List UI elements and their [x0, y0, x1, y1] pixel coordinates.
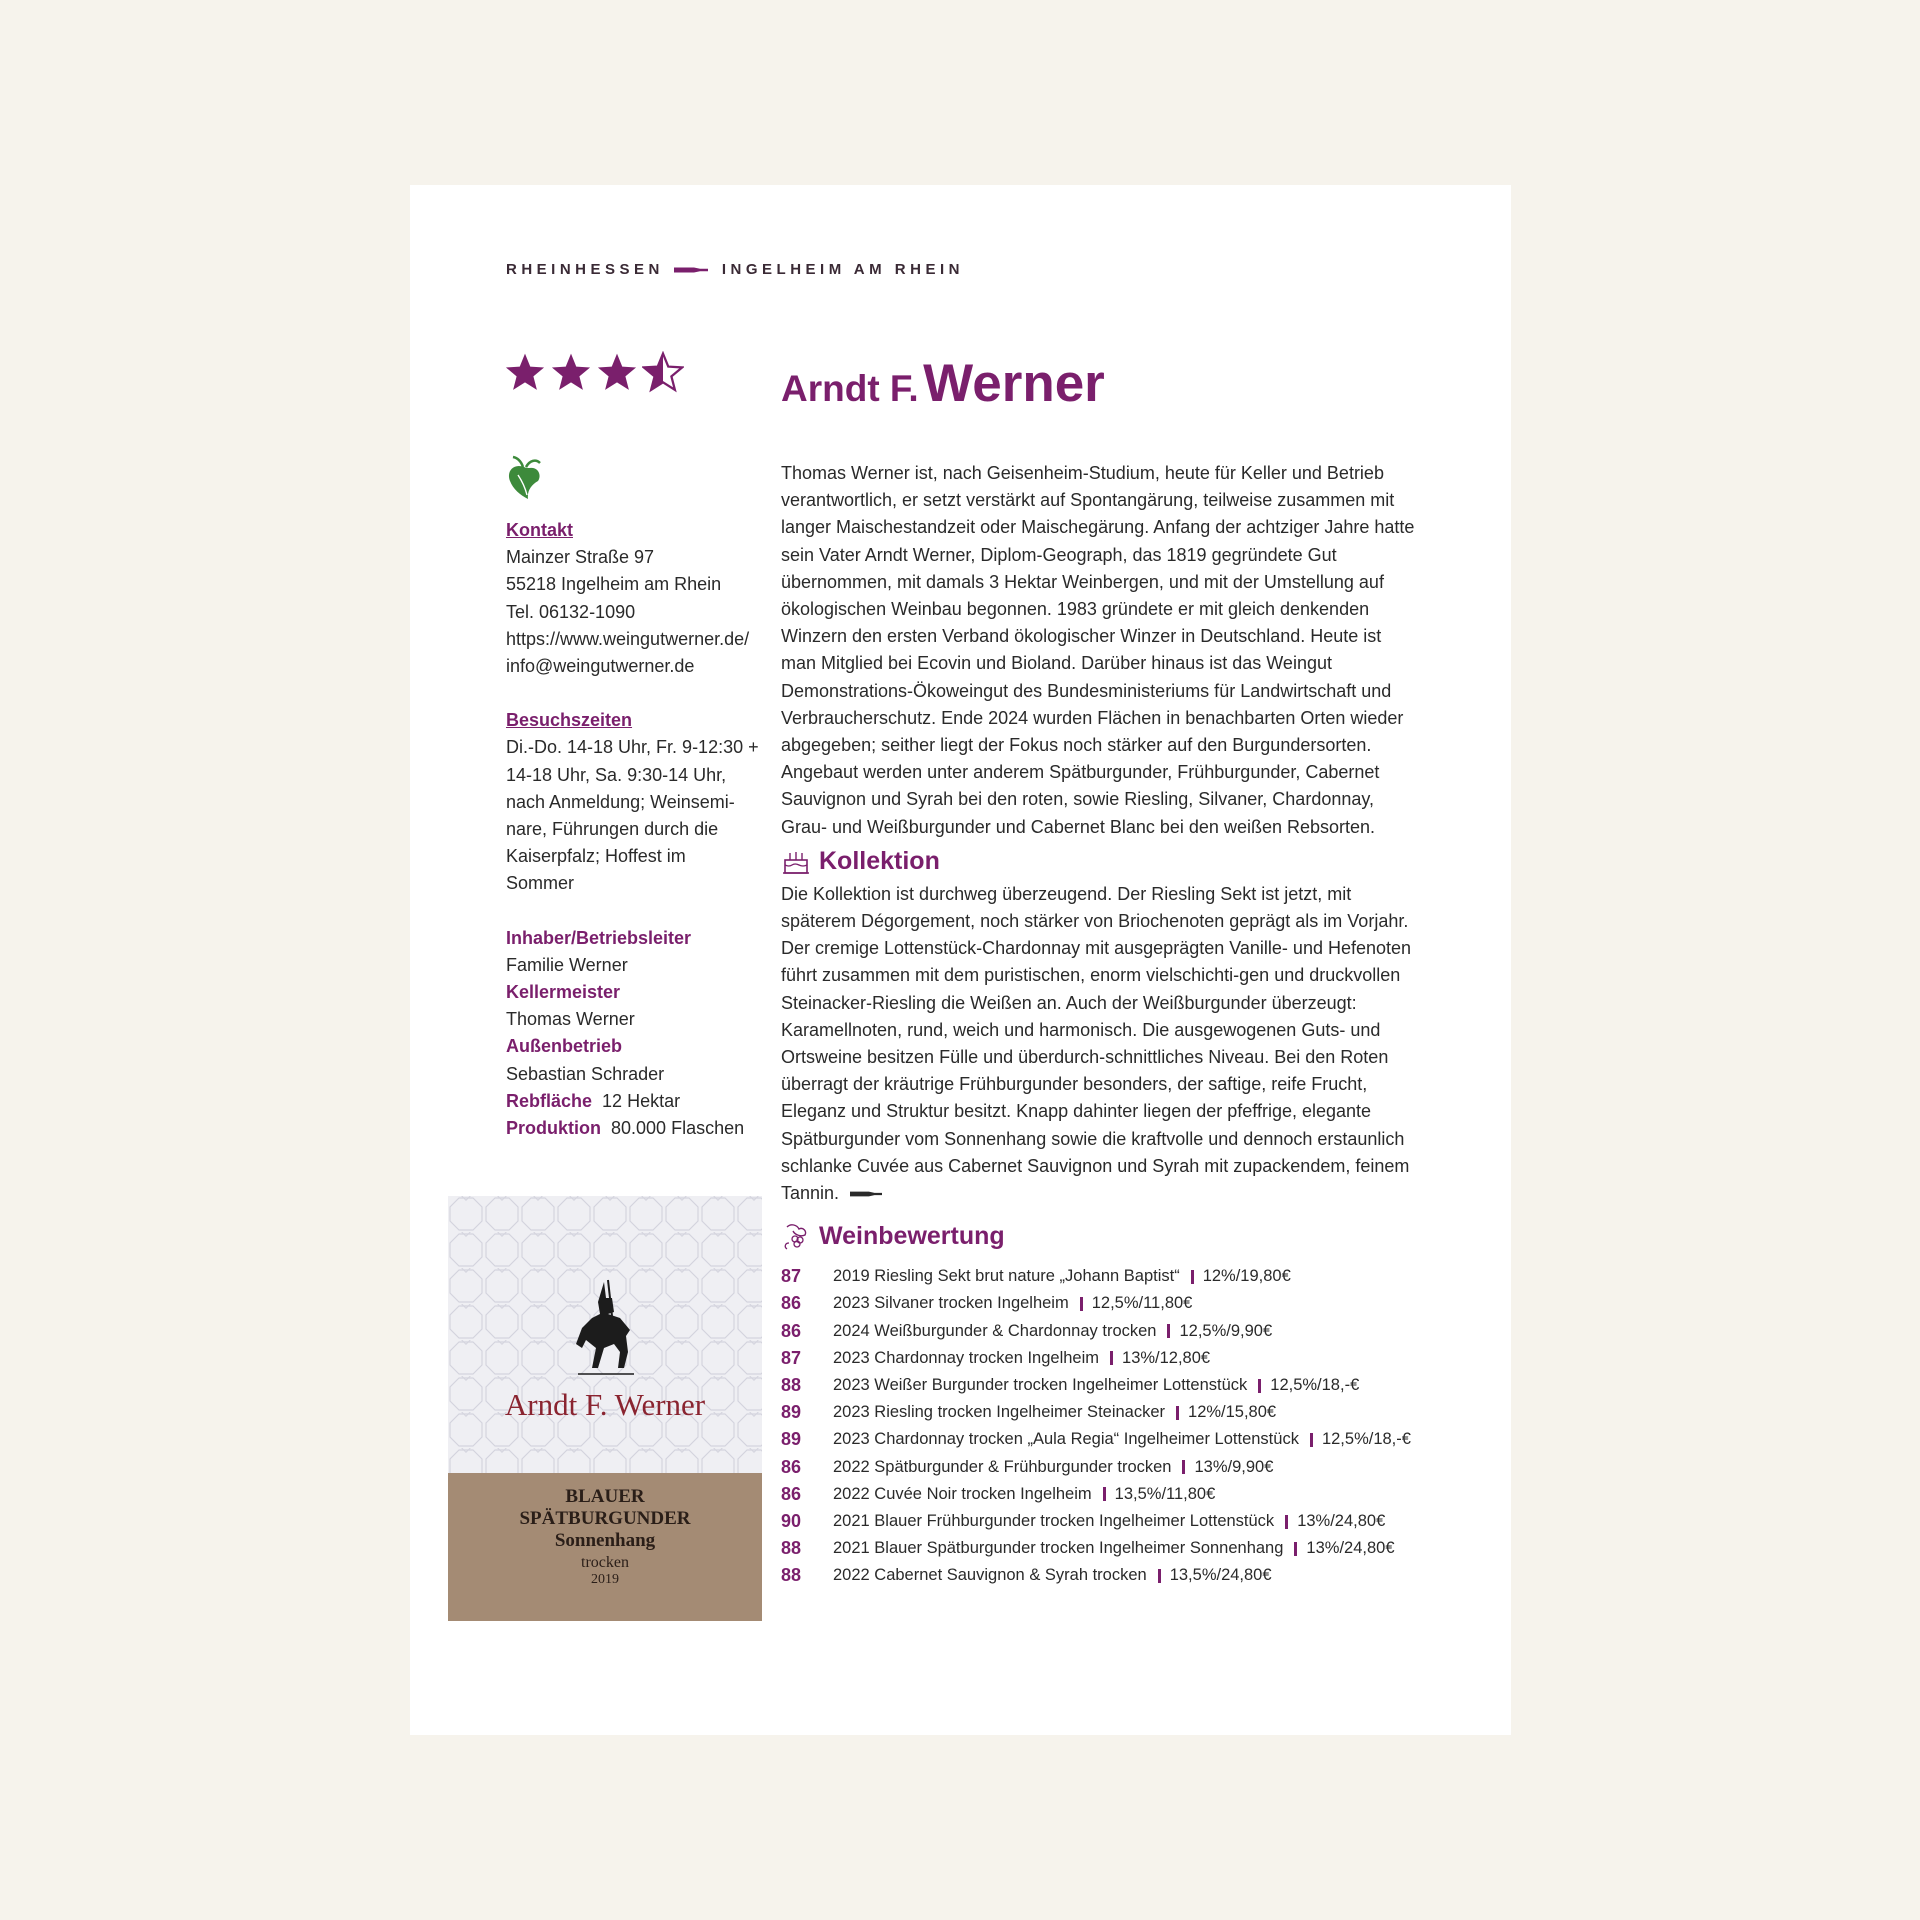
rating-separator	[1285, 1515, 1288, 1529]
star-rating	[504, 351, 684, 393]
rating-wine: 2023 Riesling trocken Ingelheimer Steinacker	[833, 1403, 1166, 1422]
rating-wine: 2019 Riesling Sekt brut nature „Johann Baptist“	[833, 1267, 1180, 1286]
label-pattern	[448, 1196, 762, 1473]
label-line5: 2019	[591, 1572, 619, 1587]
rating-wine: 2021 Blauer Spätburgunder trocken Ingelheimer Sonnenhang	[833, 1539, 1284, 1558]
rating-row	[781, 1426, 1421, 1453]
leaf-icon	[504, 455, 544, 501]
rating-info: 12,5%/9,90€	[1179, 1321, 1273, 1340]
area-value: 12 Hektar	[602, 1090, 681, 1111]
rating-separator	[1258, 1379, 1261, 1393]
rating-info: 13,5%/24,80€	[1169, 1566, 1272, 1585]
label-brand: Arndt F. Werner	[504, 1387, 706, 1422]
production-value: 80.000 Flaschen	[611, 1118, 745, 1139]
rating-info: 13,5%/11,80€	[1114, 1484, 1216, 1503]
rating-row	[781, 1481, 1421, 1508]
cellar-value: Thomas Werner	[506, 1009, 635, 1030]
star-icon	[504, 351, 546, 393]
visits-heading: Besuchszeiten	[506, 710, 633, 731]
rating-separator	[1103, 1487, 1106, 1501]
rating-separator	[1182, 1460, 1185, 1474]
rating-separator	[1167, 1324, 1170, 1338]
star-icon	[550, 351, 592, 393]
rating-score: 88	[781, 1375, 802, 1396]
address-city: 55218 Ingelheim am Rhein	[506, 574, 722, 595]
rating-separator	[1310, 1433, 1313, 1447]
wine-label-image	[448, 1196, 762, 1621]
rating-wine: 2022 Cabernet Sauvignon & Syrah trocken	[833, 1566, 1147, 1585]
rating-separator	[1176, 1406, 1179, 1420]
collection-heading	[781, 843, 1421, 881]
rating-score: 88	[781, 1565, 802, 1586]
title-first: Arndt F.	[781, 368, 919, 409]
rating-row	[781, 1399, 1421, 1426]
grape-icon	[781, 1221, 811, 1251]
rating-info: 13%/24,80€	[1306, 1539, 1395, 1558]
address-street: Mainzer Straße 97	[506, 547, 655, 568]
label-line2: SPÄTBURGUNDER	[519, 1508, 691, 1529]
cake-icon	[781, 847, 811, 877]
rating-separator	[1110, 1351, 1113, 1365]
rating-score: 90	[781, 1510, 802, 1531]
field-value: Sebastian Schrader	[506, 1063, 665, 1084]
label-line4: trocken	[581, 1554, 629, 1571]
rating-info: 13%/9,90€	[1194, 1457, 1274, 1476]
breadcrumb-town: INGELHEIM AM RHEIN	[721, 261, 964, 278]
intro-text: Thomas Werner ist, nach Geisenheim-Studium, heute für Keller und Betrieb verantwortlich, er setzt verstärkt auf Spontangärung, teilweise zusammen mit langer Maischestandzeit oder Maischegärung. Anfang der achtziger Jahre hatte sein Vater Arndt Werner, Diplom-Geograph, das 1819 gegründete Gut übernommen, mit damals 3 Hektar Weinbergen, und mit der Umstellung auf ökologischen Weinbau begonnen. 1983 gründete er mit gleich denkenden Winzern den ersten Verband ökologischer Winzer in Deutschland. Heute ist man Mitglied bei Ecovin und Bioland. Darüber hinaus ist das Weingut Demonstrations-Ökoweingut des Bundesministeriums für Landwirtschaft und Verbraucherschutz. Ende 2024 wurden Flächen in benachbarten Orten wieder abgegeben; seither liegt der Fokus noch stärker auf den Burgundersorten. Angebaut werden unter anderem Spätburgunder, Frühburgunder, Cabernet Sauvignon und Syrah bei den roten, sowie Riesling, Silvaner, Chardonnay, Grau- und Weißburgunder und Cabernet Blanc bei den weißen Rebsorten.	[781, 463, 1415, 837]
rating-row	[781, 1535, 1421, 1562]
rating-row	[781, 1454, 1421, 1481]
rating-row	[781, 1290, 1421, 1317]
rating-info: 12,5%/18,-€	[1270, 1376, 1360, 1395]
collection-heading-label: Kollektion	[819, 847, 940, 876]
breadcrumb-region: RHEINHESSEN	[506, 261, 664, 278]
production-row	[506, 1115, 766, 1142]
rating-info: 13%/24,80€	[1297, 1511, 1386, 1530]
rating-row	[781, 1345, 1421, 1372]
contact-block	[506, 517, 766, 680]
rating-info: 12,5%/18,-€	[1321, 1430, 1411, 1449]
rating-info: 12%/15,80€	[1188, 1403, 1277, 1422]
owner-label: Inhaber/Betriebsleiter	[506, 927, 692, 948]
knight-icon	[568, 1278, 644, 1380]
field-label: Außenbetrieb	[506, 1036, 623, 1057]
rating-row	[781, 1263, 1421, 1290]
visits-line: 14-18 Uhr, Sa. 9:30-14 Uhr,	[506, 764, 727, 785]
collection-text	[781, 881, 1421, 1207]
rating-row	[781, 1318, 1421, 1345]
rating-score: 88	[781, 1538, 802, 1559]
winery-title	[781, 353, 1105, 414]
people-block	[506, 925, 766, 1143]
rating-separator	[1158, 1569, 1161, 1583]
rating-wine: 2021 Blauer Frühburgunder trocken Ingelheimer Lottenstück	[833, 1511, 1275, 1530]
collection-body: Die Kollektion ist durchweg überzeugend. Der Riesling Sekt ist jetzt, mit späterem Dégorgement, noch stärker von Briochenoten geprägt als im Vorjahr. Der cremige Lottenstück-Chardonnay mit ausgeprägten Vanille- und Hefenoten führt zusammen mit dem puristischen, enorm vielschichti-gen und druckvollen Steinacker-Riesling die Weißen an. Auch der Weißburgunder überzeugt: Karamellnoten, rund, weich und harmonisch. Die ausgewogenen Guts- und Ortsweine besitzen Fülle und überdurch-schnittliches Niveau. Bei den Roten überragt der kräutrige Frühburgunder besonders, der saftige, reife Frucht, Eleganz und Struktur besitzt. Knapp dahinter liegen der pfeffrige, elegante Spätburgunder vom Sonnenhang sowie die kraftvolle und dennoch erstaunlich schlanke Cuvée aus Cabernet Sauvignon und Syrah mit zupackendem, feinem Tannin.	[781, 883, 1412, 1204]
rating-info: 12,5%/11,80€	[1091, 1294, 1193, 1313]
rating-score: 86	[781, 1483, 802, 1504]
rating-score: 86	[781, 1320, 802, 1341]
rating-score: 86	[781, 1456, 802, 1477]
production-label: Produktion	[506, 1118, 601, 1139]
rating-row	[781, 1508, 1421, 1535]
rating-wine: 2023 Chardonnay trocken Ingelheim	[833, 1348, 1100, 1367]
rating-score: 87	[781, 1347, 802, 1368]
ratings-list	[781, 1263, 1421, 1589]
rating-row	[781, 1372, 1421, 1399]
rating-info: 12%/19,80€	[1202, 1267, 1291, 1286]
info-column	[506, 517, 766, 1142]
rating-wine: 2022 Cuvée Noir trocken Ingelheim	[833, 1484, 1092, 1503]
visits-line: nach Anmeldung; Weinsemi-	[506, 791, 735, 812]
rating-info: 13%/12,80€	[1122, 1348, 1211, 1367]
contact-heading: Kontakt	[506, 520, 573, 540]
label-line1: BLAUER	[565, 1486, 645, 1507]
rating-wine: 2023 Chardonnay trocken „Aula Regia“ Ingelheimer Lottenstück	[833, 1430, 1299, 1449]
rating-score: 86	[781, 1293, 802, 1314]
visits-line: nare, Führungen durch die	[506, 819, 719, 840]
visits-line: Sommer	[506, 873, 575, 894]
rating-row	[781, 1562, 1421, 1589]
bottle-icon	[674, 266, 708, 274]
email-link[interactable]: info@weingutwerner.de	[506, 656, 695, 677]
rating-separator	[1191, 1270, 1194, 1284]
breadcrumb	[506, 261, 964, 278]
owner-value: Familie Werner	[506, 954, 628, 975]
star-icon	[596, 351, 638, 393]
rating-wine: 2023 Weißer Burgunder trocken Ingelheimer Lottenstück	[833, 1376, 1248, 1395]
visits-line: Di.-Do. 14-18 Uhr, Fr. 9-12:30 +	[506, 737, 759, 758]
website-link[interactable]: https://www.weingutwerner.de/	[506, 628, 750, 649]
visits-block	[506, 707, 766, 897]
rating-wine: 2022 Spätburgunder & Frühburgunder trocken	[833, 1457, 1172, 1476]
rating-wine: 2024 Weißburgunder & Chardonnay trocken	[833, 1321, 1157, 1340]
title-last: Werner	[923, 354, 1105, 413]
rating-score: 89	[781, 1429, 802, 1450]
rating-separator	[1080, 1297, 1083, 1311]
visits-line: Kaiserpfalz; Hoffest im	[506, 846, 686, 867]
rating-wine: 2023 Silvaner trocken Ingelheim	[833, 1294, 1069, 1313]
rating-score: 89	[781, 1402, 802, 1423]
area-row	[506, 1088, 766, 1115]
cellar-label: Kellermeister	[506, 982, 621, 1003]
phone: Tel. 06132-1090	[506, 601, 636, 622]
rating-separator	[1294, 1542, 1297, 1556]
half-star-icon	[642, 351, 684, 393]
main-column	[781, 460, 1421, 1590]
label-wine-text	[448, 1486, 762, 1588]
bottle-icon	[850, 1190, 882, 1198]
label-line3: Sonnenhang	[554, 1530, 656, 1551]
guide-page	[410, 185, 1511, 1735]
rating-score: 87	[781, 1266, 802, 1287]
ratings-heading-label: Weinbewertung	[819, 1221, 1005, 1250]
ratings-heading	[781, 1217, 1421, 1255]
area-label: Rebfläche	[506, 1090, 593, 1111]
